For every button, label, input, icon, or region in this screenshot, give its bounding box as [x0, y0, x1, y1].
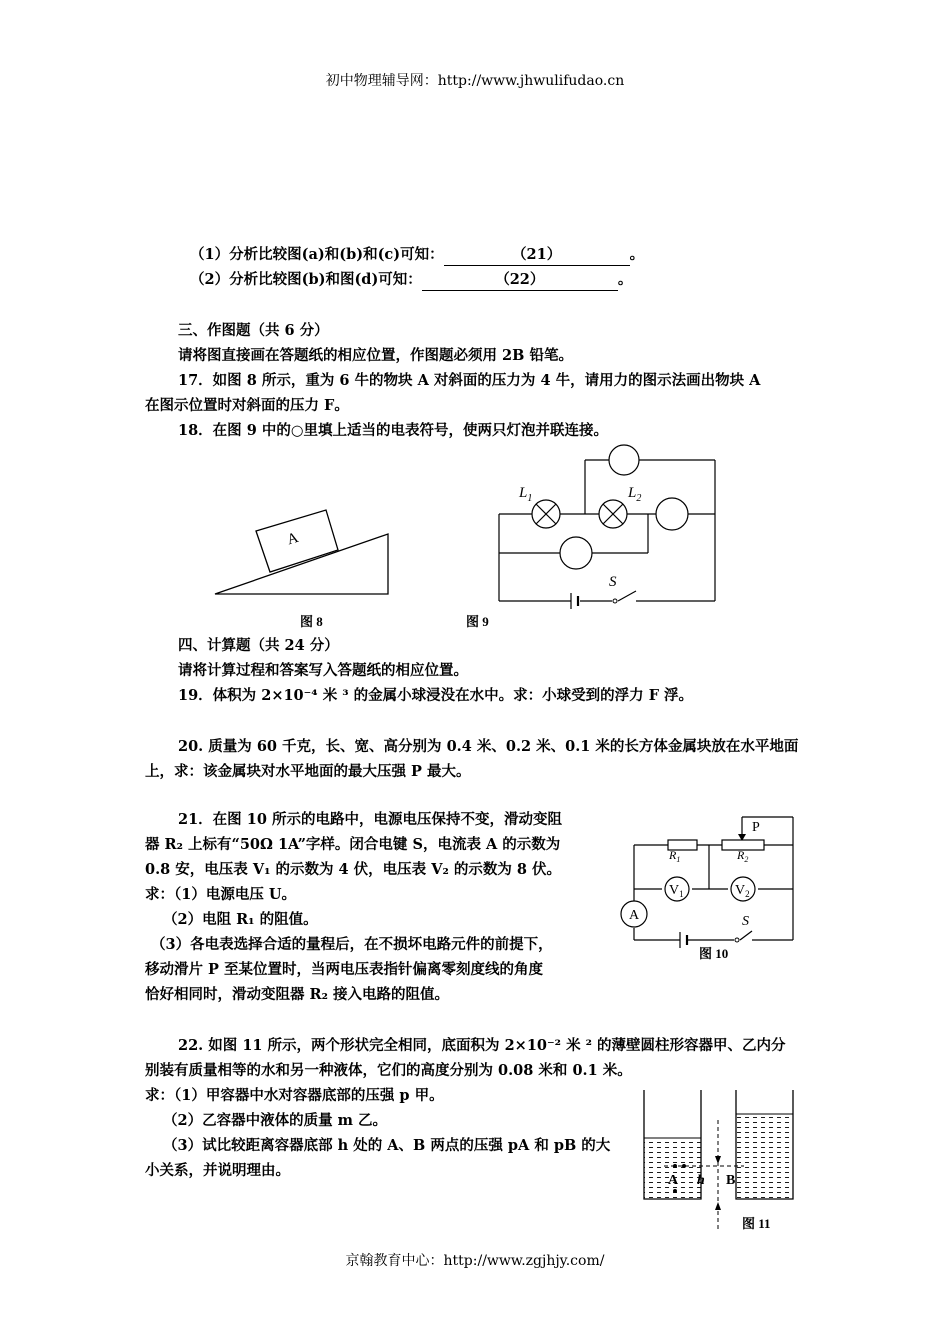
- label-p: P: [752, 820, 760, 835]
- q20-line2: 上，求：该金属块对水平地面的最大压强 P 最大。: [145, 763, 471, 780]
- page-header: 初中物理辅导网：http://www.jhwulifudao.cn: [325, 73, 625, 89]
- q18: 18．在图 9 中的○里填上适当的电表符号，使两只灯泡并联连接。: [178, 422, 609, 439]
- q21-line4: 求：（1）电源电压 U。: [145, 886, 297, 903]
- point-a-label: A: [668, 1173, 679, 1188]
- section-3-title: 三、作图题（共 6 分）: [178, 322, 329, 339]
- q21-line3: 0.8 安，电压表 V₁ 的示数为 4 伏，电压表 V₂ 的示数为 8 伏。: [145, 861, 562, 878]
- q21-line2: 器 R₂ 上标有“50Ω 1A”字样。闭合电键 S，电流表 A 的示数为: [145, 836, 561, 853]
- label-l2: $L_2$: [628, 485, 642, 504]
- figure-10-label: 图 10: [699, 946, 729, 961]
- label-l1: $L_1$: [519, 485, 533, 504]
- figure-9-label: 图 9: [466, 614, 489, 629]
- q22-line4: （2）乙容器中液体的质量 m 乙。: [163, 1112, 388, 1129]
- q16-line1-end: 。: [629, 246, 645, 263]
- q22-line2: 别装有质量相等的水和另一种液体，它们的高度分别为 0.08 米和 0.1 米。: [145, 1062, 632, 1079]
- label-s: S: [742, 914, 749, 929]
- q21-line7: 移动滑片 P 至某位置时，当两电压表指针偏离零刻度线的角度: [145, 961, 543, 978]
- figure-8-label: 图 8: [300, 614, 323, 629]
- q22-line1: 22. 如图 11 所示，两个形状完全相同，底面积为 2×10⁻² 米 ² 的薄壁圆柱形容器甲、乙内分: [178, 1037, 786, 1054]
- q21-line5: （2）电阻 R₁ 的阻值。: [163, 911, 318, 928]
- q21-line8: 恰好相同时，滑动变阻器 R₂ 接入电路的阻值。: [145, 986, 449, 1003]
- figure-11-label: 图 11: [742, 1216, 771, 1231]
- label-v1: $V_1$: [669, 883, 684, 899]
- q21-line6: （3）各电表选择合适的量程后，在不损坏电路元件的前提下，: [151, 936, 553, 953]
- q22-line3: 求：（1）甲容器中水对容器底部的压强 p 甲。: [145, 1087, 444, 1104]
- height-h-label: h: [697, 1173, 705, 1188]
- page-footer: 京翰教育中心：http://www.zgjhjy.com/: [345, 1253, 605, 1269]
- label-r2: $R_2$: [737, 848, 749, 864]
- q16-line2-text: （2）分析比较图(b)和图(d)可知：: [190, 271, 422, 288]
- q19: 19．体积为 2×10⁻⁴ 米 ³ 的金属小球浸没在水中。求：小球受到的浮力 F 浮。: [178, 687, 694, 704]
- q20-line1: 20. 质量为 60 千克，长、宽、高分别为 0.4 米、0.2 米、0.1 米的长方体金属块放在水平地面: [178, 738, 799, 755]
- q22-line5: （3）试比较距离容器底部 h 处的 A、B 两点的压强 pA 和 pB 的大: [163, 1137, 611, 1154]
- section-4-title: 四、计算题（共 24 分）: [178, 637, 339, 654]
- label-switch-s: S: [609, 574, 617, 590]
- point-b-label: B: [726, 1173, 736, 1188]
- answer-blank-22: （22）: [422, 270, 618, 291]
- q22-line6: 小关系，并说明理由。: [145, 1162, 290, 1179]
- label-v2: $V_2$: [735, 883, 750, 899]
- q17-line2: 在图示位置时对斜面的压力 F。: [145, 397, 349, 414]
- section-4-instruction: 请将计算过程和答案写入答题纸的相应位置。: [178, 662, 468, 679]
- q16-line1-text: （1）分析比较图(a)和(b)和(c)可知：: [190, 246, 444, 263]
- block-a-label: A: [285, 529, 301, 549]
- label-r1: $R_1$: [669, 848, 681, 864]
- label-a: A: [629, 908, 640, 923]
- answer-blank-21: （21）: [444, 245, 630, 266]
- q21-line1: 21．在图 10 所示的电路中，电源电压保持不变，滑动变阻: [178, 811, 562, 828]
- section-3-instruction: 请将图直接画在答题纸的相应位置，作图题必须用 2B 铅笔。: [178, 347, 573, 364]
- q16-line2-end: 。: [617, 271, 633, 288]
- q17-line1: 17．如图 8 所示，重为 6 牛的物块 A 对斜面的压力为 4 牛，请用力的图示法画出物块 A: [178, 372, 761, 389]
